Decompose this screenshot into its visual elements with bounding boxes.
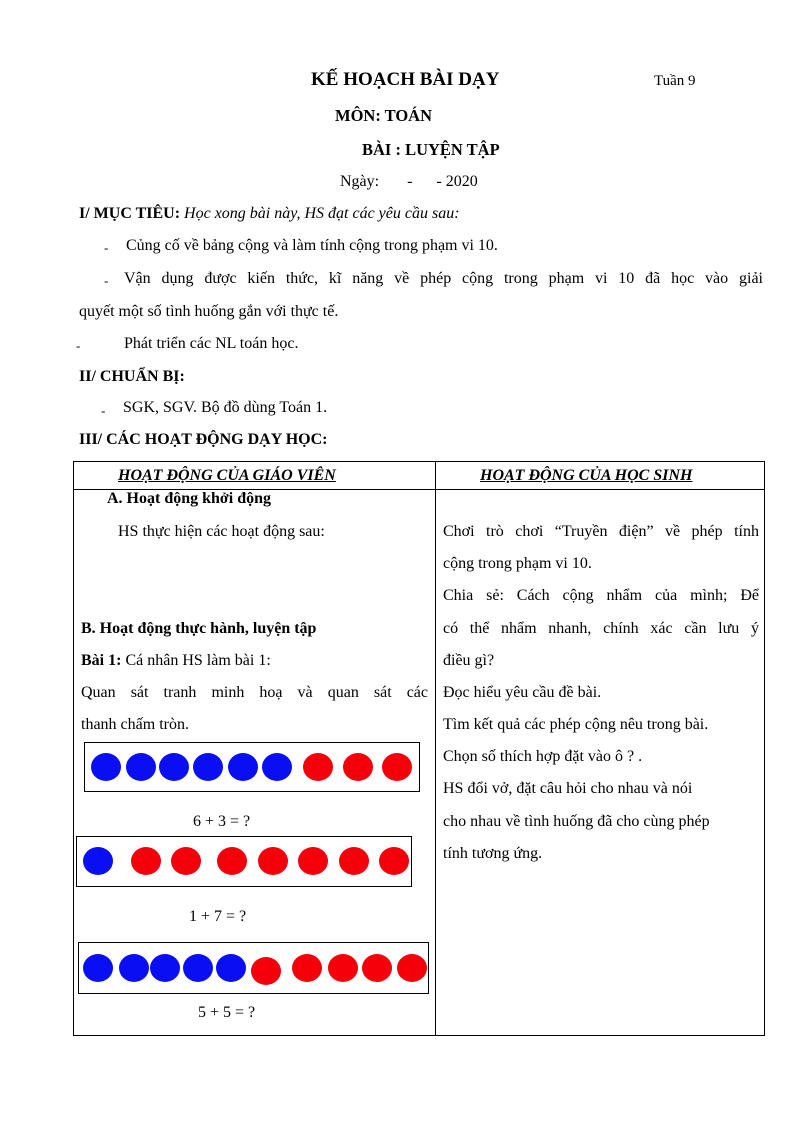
red-dot bbox=[379, 847, 409, 875]
student-line: cho nhau về tình huống đã cho cùng phép bbox=[443, 813, 710, 830]
red-dot bbox=[298, 847, 328, 875]
bullet-marker: - bbox=[104, 240, 109, 255]
student-line: điều gì? bbox=[443, 652, 495, 669]
equation-1-plus-7: 1 + 7 = ? bbox=[189, 908, 247, 925]
dot-bar-5-plus-5 bbox=[78, 942, 429, 994]
student-column-header: HOẠT ĐỘNG CỦA HỌC SINH bbox=[480, 467, 693, 484]
red-dot bbox=[397, 954, 427, 982]
activity-a-text: HS thực hiện các hoạt động sau: bbox=[118, 523, 325, 540]
red-dot bbox=[292, 954, 322, 982]
student-line: có thể nhẩm nhanh, chính xác cần lưu ý bbox=[443, 620, 759, 637]
blue-dot bbox=[193, 753, 223, 781]
objective-item: Vận dụng được kiến thức, kĩ năng về phép cộng trong phạm vi 10 đã học vào giải bbox=[124, 270, 763, 287]
red-dot bbox=[171, 847, 201, 875]
red-dot bbox=[328, 954, 358, 982]
blue-dot bbox=[150, 954, 180, 982]
exercise-1-label: Bài 1: bbox=[81, 652, 122, 669]
blue-dot bbox=[83, 954, 113, 982]
student-line: Chơi trò chơi “Truyền điện” về phép tính bbox=[443, 523, 759, 540]
red-dot bbox=[251, 957, 281, 985]
student-line: Tìm kết quả các phép cộng nêu trong bài. bbox=[443, 716, 709, 733]
red-dot bbox=[258, 847, 288, 875]
observe-text-line1: Quan sát tranh minh hoạ và quan sát các bbox=[81, 684, 428, 701]
red-dot bbox=[217, 847, 247, 875]
dot-bar-1-plus-7 bbox=[76, 836, 412, 887]
red-dot bbox=[131, 847, 161, 875]
bullet-marker: - bbox=[101, 403, 106, 418]
blue-dot bbox=[119, 954, 149, 982]
preparation-heading: II/ CHUẨN BỊ: bbox=[79, 368, 185, 385]
date-line: Ngày: - - 2020 bbox=[340, 173, 478, 190]
red-dot bbox=[362, 954, 392, 982]
objective-item: Phát triển các NL toán học. bbox=[124, 335, 299, 352]
activities-table bbox=[73, 461, 765, 1036]
document-title: KẾ HOẠCH BÀI DẠY bbox=[311, 69, 500, 90]
blue-dot bbox=[183, 954, 213, 982]
activities-heading: III/ CÁC HOẠT ĐỘNG DẠY HỌC: bbox=[79, 431, 328, 448]
blue-dot bbox=[216, 954, 246, 982]
activity-a-title: A. Hoạt động khởi động bbox=[107, 490, 272, 507]
student-line: Đọc hiểu yêu cầu đề bài. bbox=[443, 684, 602, 701]
red-dot bbox=[343, 753, 373, 781]
objectives-line bbox=[79, 205, 460, 223]
equation-5-plus-5: 5 + 5 = ? bbox=[198, 1004, 256, 1021]
objective-item: Củng cố về bảng cộng và làm tính cộng trong phạm vi 10. bbox=[126, 237, 498, 254]
bullet-marker: - bbox=[104, 273, 109, 288]
observe-text-line2: thanh chấm tròn. bbox=[81, 716, 189, 733]
blue-dot bbox=[228, 753, 258, 781]
objective-item-cont: quyết một số tình huống gắn với thực tế. bbox=[79, 303, 339, 320]
objectives-heading: I/ MỤC TIÊU: bbox=[79, 205, 181, 222]
red-dot bbox=[339, 847, 369, 875]
blue-dot bbox=[91, 753, 121, 781]
blue-dot bbox=[83, 847, 113, 875]
lesson-title: BÀI : LUYỆN TẬP bbox=[362, 140, 500, 159]
red-dot bbox=[303, 753, 333, 781]
objectives-intro: Học xong bài này, HS đạt các yêu cầu sau: bbox=[184, 205, 460, 222]
student-line: tính tương ứng. bbox=[443, 845, 543, 862]
teacher-column-header: HOẠT ĐỘNG CỦA GIÁO VIÊN bbox=[118, 467, 336, 484]
bullet-marker: - bbox=[76, 338, 81, 353]
student-line: Chọn số thích hợp đặt vào ô ? . bbox=[443, 748, 643, 765]
red-dot bbox=[382, 753, 412, 781]
exercise-1-line bbox=[81, 652, 271, 670]
dot-bar-6-plus-3 bbox=[84, 742, 420, 792]
equation-6-plus-3: 6 + 3 = ? bbox=[193, 813, 251, 830]
student-line: HS đổi vở, đặt câu hỏi cho nhau và nói bbox=[443, 780, 693, 797]
week-label: Tuần 9 bbox=[654, 73, 696, 89]
column-divider bbox=[435, 462, 436, 1035]
blue-dot bbox=[262, 753, 292, 781]
preparation-item: SGK, SGV. Bộ đồ dùng Toán 1. bbox=[123, 399, 328, 416]
subject-title: MÔN: TOÁN bbox=[335, 106, 433, 125]
blue-dot bbox=[159, 753, 189, 781]
student-line: cộng trong phạm vi 10. bbox=[443, 555, 592, 572]
student-line: Chia sẻ: Cách cộng nhẩm của mình; Để bbox=[443, 587, 759, 604]
exercise-1-text: Cá nhân HS làm bài 1: bbox=[121, 652, 271, 669]
activity-b-title: B. Hoạt động thực hành, luyện tập bbox=[81, 620, 317, 637]
blue-dot bbox=[126, 753, 156, 781]
